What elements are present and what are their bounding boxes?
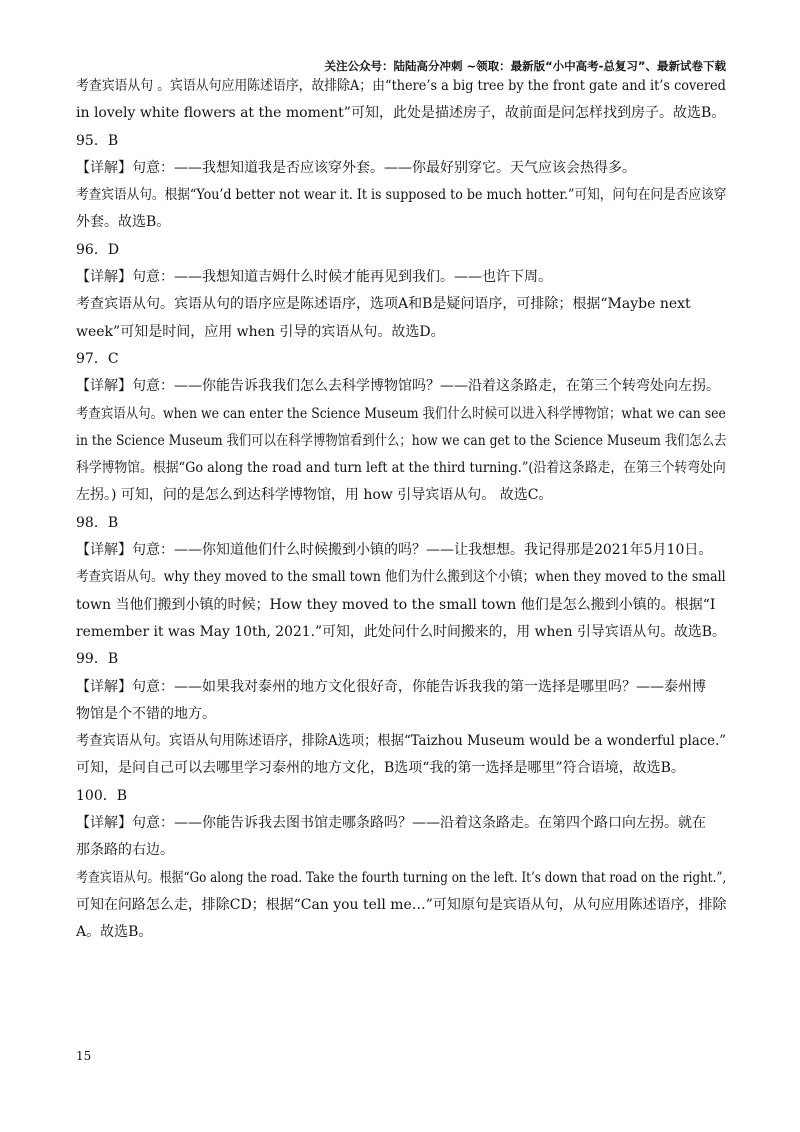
text-line: 考查宾语从句。根据“You’d better not wear it. It is supposed to be much hotter.”可知，问句在问是否应该穿 <box>76 187 727 204</box>
text-line: 物馆是个不错的地方。 <box>76 705 216 722</box>
text-line: in lovely white flowers at the moment”可知，此处是描述房子，故前面是问怎样找到房子。故选B。 <box>76 105 726 122</box>
text-line: in the Science Museum 我们可以在科学博物馆看到什么；how we can get to the Science Museum 我们怎么去 <box>76 432 727 449</box>
text-line: 考查宾语从句。根据“Go along the road. Take the fourth turning on the left. It’s down that road on the right.”, <box>76 869 727 886</box>
text-line: 可知在问路怎么走，排除CD；根据“Can you tell me…”可知原句是宾语从句，从句应用陈述语序，排除 <box>76 896 727 913</box>
text-line: 考查宾语从句。when we can enter the Science Museum 我们什么时候可以进入科学博物馆；what we can see <box>76 405 726 422</box>
question-number-98: 98．B <box>76 514 119 531</box>
text-line: 考查宾语从句。why they moved to the small town 他们为什么搬到这个小镇；when they moved to the small <box>76 569 726 586</box>
text-line: week”可知是时间，应用 when 引导的宾语从句。故选D。 <box>76 323 445 340</box>
text-line: 【详解】句意：——如果我对泰州的地方文化很好奇，你能告诉我我的第一选择是哪里吗？——泰州博 <box>76 678 706 695</box>
text-line: 【详解】句意：——我想知道吉姆什么时候才能再见到我们。——也许下周。 <box>76 269 552 286</box>
text-line: 那条路的右边。 <box>76 842 174 859</box>
text-line: 【详解】句意：——你能告诉我去图书馆走哪条路吗？——沿着这条路走。在第四个路口向左拐。就在 <box>76 815 706 832</box>
text-line: 左拐。) 可知，问的是怎么到达科学博物馆，用 how 引导宾语从句。 故选C。 <box>76 487 553 504</box>
text-line: 可知，是问自己可以去哪里学习泰州的地方文化，B选项“我的第一选择是哪里”符合语境，故选B。 <box>76 760 685 777</box>
text-line: 【详解】句意：——我想知道我是否应该穿外套。——你最好别穿它。天气应该会热得多。 <box>76 159 636 176</box>
question-number-99: 99．B <box>76 651 119 668</box>
text-line: 科学博物馆。根据“Go along the road and turn left at the third turning.”(沿着这条路走，在第三个转弯处向 <box>76 460 726 477</box>
text-line: 【详解】句意：——你能告诉我我们怎么去科学博物馆吗？——沿着这条路走，在第三个转弯处向左拐。 <box>76 378 720 395</box>
text-line: A。故选B。 <box>76 924 153 941</box>
question-number-100: 100．B <box>76 787 128 804</box>
question-number-97: 97．C <box>76 350 119 367</box>
text-line: remember it was May 10th, 2021.”可知，此处问什么时间搬来的，用 when 引导宾语从句。故选B。 <box>76 623 726 640</box>
page-header: 关注公众号：陆陆高分冲刺 ~领取：最新版“小中高考-总复习”、最新试卷下载 <box>324 59 726 73</box>
question-number-96: 96．D <box>76 241 120 258</box>
page-number: 15 <box>76 1049 92 1063</box>
question-number-95: 95．B <box>76 132 119 149</box>
text-line: 考查宾语从句。宾语从句的语序应是陈述语序，选项A和B是疑问语序，可排除；根据“Maybe next <box>76 296 691 313</box>
text-line: 考查宾语从句 。宾语从句应用陈述语序，故排除A；由“there’s a big tree by the front gate and it’s covered <box>76 78 726 94</box>
text-line: 外套。故选B。 <box>76 214 171 231</box>
answer-explanations <box>76 73 726 947</box>
text-line: 考查宾语从句。宾语从句用陈述语序，排除A选项；根据“Taizhou Museum would be a wonderful place.” <box>76 733 727 750</box>
text-line: 【详解】句意：——你知道他们什么时候搬到小镇的吗？——让我想想。我记得那是2021年5月10日。 <box>76 542 713 559</box>
text-line: town 当他们搬到小镇的时候；How they moved to the small town 他们是怎么搬到小镇的。根据“I <box>76 596 716 613</box>
